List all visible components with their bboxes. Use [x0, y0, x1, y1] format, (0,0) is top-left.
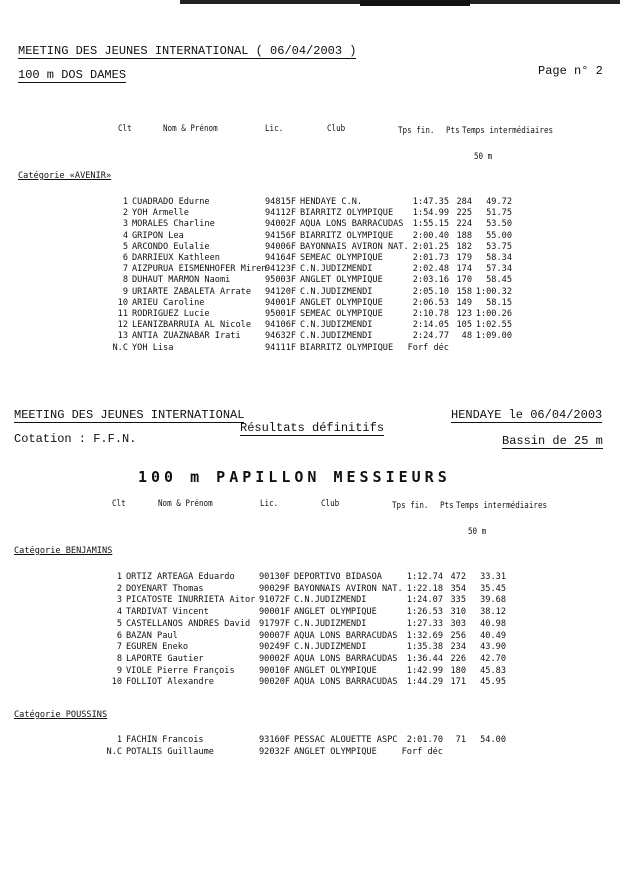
split-50m-cell: 1:02.55 [475, 320, 512, 331]
points-cell: 226 [450, 653, 466, 664]
split-50m-cell: 42.70 [480, 653, 506, 664]
split-50m-cell: 33.31 [480, 572, 506, 582]
swimmer-name-cell: LAPORTE Gautier [126, 653, 204, 664]
table-row [0, 654, 620, 665]
club-cell: C.N.JUDIZMENDI [294, 618, 367, 629]
club-cell: AQUA LONS BARRACUDAS [294, 653, 398, 664]
licence-cell: 93160F [259, 735, 291, 745]
club-cell: ANGLET OLYMPIQUE [294, 607, 377, 618]
club-cell: BIARRITZ OLYMPIQUE [300, 342, 394, 353]
cotation: Cotation : F.F.N. [14, 432, 137, 446]
page-number: Page n° 2 [538, 64, 603, 78]
points-cell: 48 [461, 331, 472, 342]
table-row [0, 197, 620, 208]
split-50m-cell: 1:00.32 [475, 286, 512, 297]
points-cell: 256 [450, 630, 466, 641]
points-cell: 188 [456, 230, 472, 241]
licence-cell: 94123F [265, 264, 297, 275]
header-split-2: 50 m [468, 527, 487, 537]
licence-cell: 94006F [265, 241, 297, 252]
points-cell: 123 [456, 309, 472, 319]
rank-cell: 12 [117, 320, 128, 331]
club-cell: C.N.JUDIZMENDI [294, 642, 367, 653]
table-row [0, 572, 620, 583]
split-50m-cell: 40.98 [480, 618, 506, 629]
club-cell: ANGLET OLYMPIQUE [294, 665, 377, 676]
header-lic-2: Lic. [260, 499, 279, 509]
licence-cell: 94156F [265, 230, 297, 241]
club-cell: BAYONNAIS AVIRON NAT. [300, 241, 409, 252]
swimmer-name-cell: DARRIEUX Kathleen [132, 253, 220, 263]
swimmer-name-cell: POTALIS Guillaume [126, 746, 214, 757]
club-cell: BIARRITZ OLYMPIQUE [300, 208, 394, 219]
split-50m-cell: 49.72 [486, 197, 512, 207]
header-club-2: Club [321, 499, 340, 509]
licence-cell: 94001F [265, 297, 297, 308]
split-50m-cell: 35.45 [480, 583, 506, 594]
swimmer-name-cell: ORTIZ ARTEAGA Eduardo [126, 572, 235, 582]
points-cell: 234 [450, 642, 466, 653]
points-cell: 224 [456, 219, 472, 230]
club-cell: AQUA LONS BARRACUDAS [300, 219, 404, 230]
rank-cell: 6 [122, 253, 128, 263]
swimmer-name-cell: VIOLE Pierre François [126, 665, 235, 676]
club-cell: C.N.JUDIZMENDI [300, 320, 373, 331]
points-cell: 170 [456, 275, 472, 286]
header-clt-1: Clt [118, 124, 132, 134]
licence-cell: 94632F [265, 331, 297, 342]
final-time-cell: 2:14.05 [412, 320, 449, 331]
swimmer-name-cell: CASTELLANOS ANDRES David [126, 618, 251, 629]
licence-cell: 94111F [265, 342, 297, 353]
split-50m-cell: 45.95 [480, 677, 506, 688]
club-cell: BAYONNAIS AVIRON NAT. [294, 583, 403, 594]
points-cell: 174 [456, 264, 472, 275]
split-50m-cell: 58.45 [486, 275, 512, 286]
event-title-1: 100 m DOS DAMES [18, 68, 127, 82]
final-time-cell: 2:03.16 [412, 275, 449, 286]
header-club-1: Club [327, 124, 346, 134]
club-cell: ANGLET OLYMPIQUE [294, 746, 377, 757]
rank-cell: 10 [111, 677, 122, 688]
location-date: HENDAYE le 06/04/2003 [451, 408, 603, 422]
table-row [0, 747, 620, 758]
swimmer-name-cell: BAZAN Paul [126, 630, 178, 641]
club-cell: AQUA LONS BARRACUDAS [294, 630, 398, 641]
rank-cell: 4 [116, 607, 122, 618]
swimmer-name-cell: YOH Armelle [132, 208, 189, 219]
rank-cell: 2 [116, 583, 122, 594]
swimmer-name-cell: PICATOSTE INURRIETA Aitor [126, 595, 256, 606]
rank-cell: 10 [117, 297, 128, 308]
table-row [0, 231, 620, 242]
rank-cell: N.C [106, 746, 122, 757]
points-cell: 310 [450, 607, 466, 618]
swimmer-name-cell: AIZPURUA EISMENHOFER Miren [132, 264, 267, 275]
rank-cell: 1 [122, 197, 128, 207]
swimmer-name-cell: TARDIVAT Vincent [126, 607, 209, 618]
final-time-cell: 2:10.78 [412, 309, 449, 319]
swimmer-name-cell: URIARTE ZABALETA Arrate [132, 286, 251, 297]
club-cell: PESSAC ALOUETTE ASPC [294, 735, 398, 745]
split-50m-cell: 1:00.26 [475, 309, 512, 319]
table-row [0, 298, 620, 309]
event-title-2: 100 m PAPILLON MESSIEURS [138, 468, 451, 486]
licence-cell: 91797F [259, 618, 291, 629]
table-row [0, 584, 620, 595]
split-50m-cell: 53.50 [486, 219, 512, 230]
club-cell: ANGLET OLYMPIQUE [300, 297, 383, 308]
split-50m-cell: 43.90 [480, 642, 506, 653]
bassin: Bassin de 25 m [502, 434, 603, 448]
final-time-cell: 1:35.38 [406, 642, 443, 653]
split-50m-cell: 58.15 [486, 297, 512, 308]
licence-cell: 95003F [265, 275, 297, 286]
club-cell: C.N.JUDIZMENDI [294, 595, 367, 606]
final-time-cell: 1:54.99 [412, 208, 449, 219]
rank-cell: 2 [122, 208, 128, 219]
rank-cell: 5 [116, 618, 122, 629]
final-time-cell: 1:42.99 [406, 665, 443, 676]
rank-cell: 7 [116, 642, 122, 653]
header-lic-1: Lic. [265, 124, 284, 134]
table-row [0, 287, 620, 298]
table-row [0, 631, 620, 642]
points-cell: 171 [450, 677, 466, 688]
points-cell: 472 [450, 572, 466, 582]
club-cell: C.N.JUDIZMENDI [300, 331, 373, 342]
table-row [0, 666, 620, 677]
rank-cell: 8 [122, 275, 128, 286]
licence-cell: 94815F [265, 197, 297, 207]
table-row [0, 253, 620, 264]
table-row [0, 320, 620, 331]
club-cell: BIARRITZ OLYMPIQUE [300, 230, 394, 241]
final-time-cell: 1:12.74 [406, 572, 443, 582]
header-inter-1: Temps intermédiaires [462, 126, 554, 136]
points-cell: 105 [456, 320, 472, 331]
rank-cell: 8 [116, 653, 122, 664]
rank-cell: 1 [116, 735, 122, 745]
swimmer-name-cell: ARCONDO Eulalie [132, 241, 210, 252]
rank-cell: 3 [116, 595, 122, 606]
licence-cell: 94164F [265, 253, 297, 263]
header-tps-2: Tps fin. [392, 501, 429, 511]
meeting-title-2: MEETING DES JEUNES INTERNATIONAL [14, 408, 245, 422]
final-time-cell: 1:32.69 [406, 630, 443, 641]
licence-cell: 90001F [259, 607, 291, 618]
swimmer-name-cell: FOLLIOT Alexandre [126, 677, 214, 688]
licence-cell: 90020F [259, 677, 291, 688]
final-time-cell: 2:01.73 [412, 253, 449, 263]
table-row [0, 642, 620, 653]
split-50m-cell: 54.00 [480, 735, 506, 745]
final-time-cell: 1:22.18 [406, 583, 443, 594]
scan-top-edge-dark [360, 0, 470, 6]
final-time-cell: 2:06.53 [412, 297, 449, 308]
final-time-cell: 1:26.53 [406, 607, 443, 618]
swimmer-name-cell: ARIEU Caroline [132, 297, 205, 308]
table-row [0, 331, 620, 342]
club-cell: C.N.JUDIZMENDI [300, 286, 373, 297]
rank-cell: 7 [122, 264, 128, 275]
table-row [0, 309, 620, 320]
header-clt-2: Clt [112, 499, 126, 509]
table-row [0, 619, 620, 630]
final-time-cell: 2:00.40 [412, 230, 449, 241]
points-cell: 179 [456, 253, 472, 263]
licence-cell: 90249F [259, 642, 291, 653]
split-50m-cell: 57.34 [486, 264, 512, 275]
split-50m-cell: 1:09.00 [475, 331, 512, 342]
club-cell: C.N.JUDIZMENDI [300, 264, 373, 275]
split-50m-cell: 55.00 [486, 230, 512, 241]
split-50m-cell: 38.12 [480, 607, 506, 618]
final-time-cell: 2:01.25 [412, 241, 449, 252]
final-time-cell: Forf déc [401, 746, 443, 757]
header-inter-2: Temps intermédiaires [456, 501, 548, 511]
header-split-1: 50 m [474, 152, 493, 162]
club-cell: AQUA LONS BARRACUDAS [294, 677, 398, 688]
licence-cell: 94112F [265, 208, 297, 219]
club-cell: DEPORTIVO BIDASOA [294, 572, 382, 582]
swimmer-name-cell: CUADRADO Edurne [132, 197, 210, 207]
swimmer-name-cell: LEANIZBARRUIA AL Nicole [132, 320, 251, 331]
table-row [0, 343, 620, 354]
club-cell: HENDAYE C.N. [300, 197, 363, 207]
club-cell: SEMEAC OLYMPIQUE [300, 253, 383, 263]
points-cell: 180 [450, 665, 466, 676]
licence-cell: 90007F [259, 630, 291, 641]
points-cell: 225 [456, 208, 472, 219]
licence-cell: 94120F [265, 286, 297, 297]
final-time-cell: 1:36.44 [406, 653, 443, 664]
split-50m-cell: 39.68 [480, 595, 506, 606]
club-cell: SEMEAC OLYMPIQUE [300, 309, 383, 319]
table-row [0, 735, 620, 746]
licence-cell: 90130F [259, 572, 291, 582]
split-50m-cell: 51.75 [486, 208, 512, 219]
final-time-cell: 2:01.70 [406, 735, 443, 745]
final-time-cell: 1:44.29 [406, 677, 443, 688]
rank-cell: 9 [116, 665, 122, 676]
rank-cell: 13 [117, 331, 128, 342]
final-time-cell: 2:24.77 [412, 331, 449, 342]
swimmer-name-cell: GRIPON Lea [132, 230, 184, 241]
swimmer-name-cell: RODRIGUEZ Lucie [132, 309, 210, 319]
licence-cell: 95001F [265, 309, 297, 319]
table-row [0, 595, 620, 606]
final-time-cell: Forf déc [407, 342, 449, 353]
rank-cell: 4 [122, 230, 128, 241]
final-time-cell: 1:55.15 [412, 219, 449, 230]
licence-cell: 90002F [259, 653, 291, 664]
points-cell: 284 [456, 197, 472, 207]
final-time-cell: 1:27.33 [406, 618, 443, 629]
swimmer-name-cell: ANTIA ZUAZNABAR Irati [132, 331, 241, 342]
table-row [0, 264, 620, 275]
category-avenir: Catégorie «AVENIR» [18, 171, 112, 181]
rank-cell: N.C [112, 342, 128, 353]
table-row [0, 219, 620, 230]
meeting-title-1: MEETING DES JEUNES INTERNATIONAL ( 06/04/2003 ) [18, 44, 357, 58]
swimmer-name-cell: DOYENART Thomas [126, 583, 204, 594]
swimmer-name-cell: YOH Lisa [132, 342, 174, 353]
rank-cell: 1 [116, 572, 122, 582]
table-row [0, 242, 620, 253]
swimmer-name-cell: DUHAUT MARMON Naomi [132, 275, 231, 286]
table-row [0, 275, 620, 286]
split-50m-cell: 45.83 [480, 665, 506, 676]
header-name-2: Nom & Prénom [158, 499, 213, 509]
rank-cell: 9 [122, 286, 128, 297]
licence-cell: 91072F [259, 595, 291, 606]
rank-cell: 5 [122, 241, 128, 252]
split-50m-cell: 53.75 [486, 241, 512, 252]
club-cell: ANGLET OLYMPIQUE [300, 275, 383, 286]
table-row [0, 677, 620, 688]
points-cell: 71 [455, 735, 466, 745]
points-cell: 354 [450, 583, 466, 594]
rank-cell: 3 [122, 219, 128, 230]
header-pts-1: Pts [446, 126, 460, 136]
split-50m-cell: 58.34 [486, 253, 512, 263]
licence-cell: 94002F [265, 219, 297, 230]
points-cell: 149 [456, 297, 472, 308]
swimmer-name-cell: EGUREN Eneko [126, 642, 189, 653]
points-cell: 158 [456, 286, 472, 297]
header-pts-2: Pts [440, 501, 454, 511]
header-tps-1: Tps fin. [398, 126, 435, 136]
table-row [0, 607, 620, 618]
table-row [0, 208, 620, 219]
final-time-cell: 1:47.35 [412, 197, 449, 207]
category-benjamins: Catégorie BENJAMINS [14, 546, 113, 556]
licence-cell: 90029F [259, 583, 291, 594]
results-label: Résultats définitifs [240, 421, 385, 435]
licence-cell: 92032F [259, 746, 291, 757]
final-time-cell: 2:05.10 [412, 286, 449, 297]
final-time-cell: 1:24.07 [406, 595, 443, 606]
swimmer-name-cell: MORALES Charline [132, 219, 215, 230]
points-cell: 335 [450, 595, 466, 606]
swimmer-name-cell: FACHIN Francois [126, 735, 204, 745]
rank-cell: 11 [117, 309, 128, 319]
licence-cell: 90010F [259, 665, 291, 676]
rank-cell: 6 [116, 630, 122, 641]
points-cell: 182 [456, 241, 472, 252]
licence-cell: 94106F [265, 320, 297, 331]
final-time-cell: 2:02.48 [412, 264, 449, 275]
header-name-1: Nom & Prénom [163, 124, 218, 134]
category-poussins: Catégorie POUSSINS [14, 710, 108, 720]
points-cell: 303 [450, 618, 466, 629]
split-50m-cell: 40.49 [480, 630, 506, 641]
